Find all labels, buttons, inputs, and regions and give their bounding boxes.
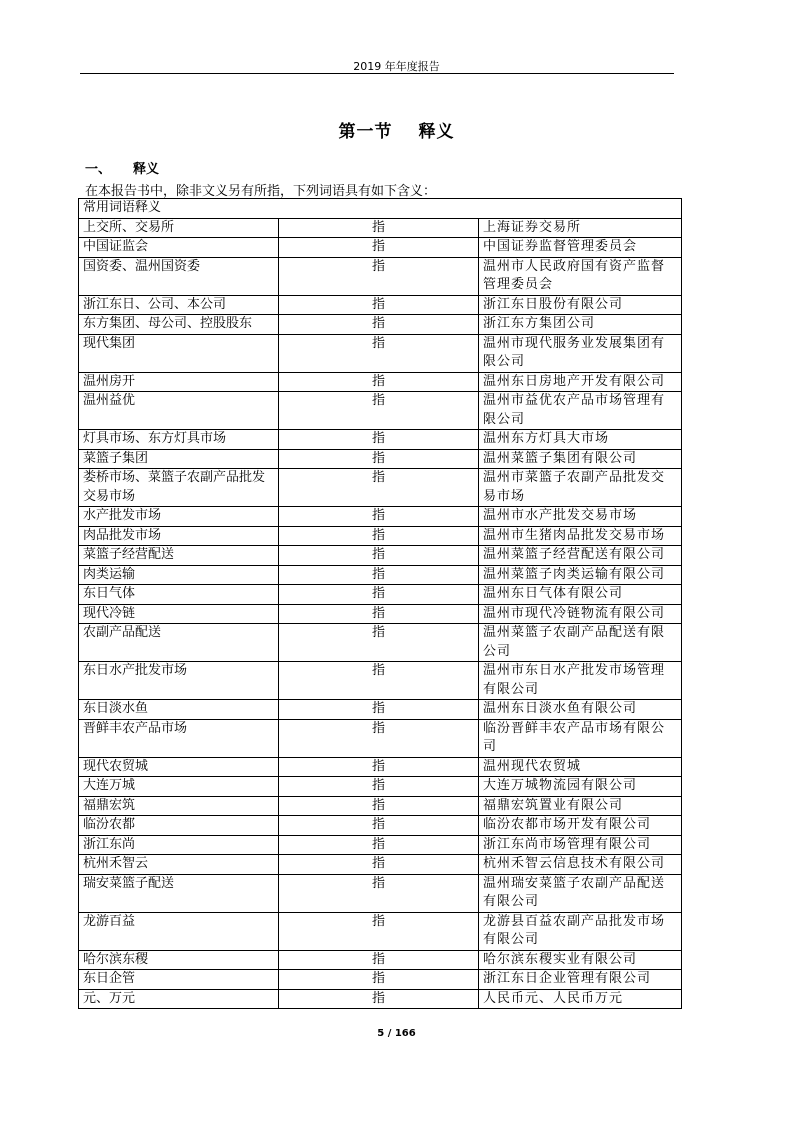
table-row [79,218,682,238]
table-row [79,912,682,950]
meaning-cell: 浙江东日企业管理有限公司 [479,970,682,990]
term-cell: 温州益优 [79,392,279,430]
meaning-cell: 人民币元、人民币万元 [479,989,682,1009]
refers-cell: 指 [279,238,479,258]
term-cell: 菜篮子经营配送 [79,546,279,566]
table-row [79,719,682,757]
meaning-cell: 临汾农都市场开发有限公司 [479,816,682,836]
refers-cell: 指 [279,334,479,372]
term-cell: 现代集团 [79,334,279,372]
refers-cell: 指 [279,430,479,450]
meaning-cell: 温州菜篮子经营配送有限公司 [479,546,682,566]
report-header: 2019 年年度报告 [353,60,440,73]
meaning-cell: 临汾晋鲜丰农产品市场有限公司 [479,719,682,757]
table-row [79,257,682,295]
table-row [79,372,682,392]
table-row [79,835,682,855]
table-row [79,295,682,315]
table-row [79,507,682,527]
subheading-name: 释义 [133,162,160,177]
meaning-cell: 浙江东方集团公司 [479,315,682,335]
refers-cell: 指 [279,835,479,855]
meaning-cell: 温州市水产批发交易市场 [479,507,682,527]
refers-cell: 指 [279,855,479,875]
refers-cell: 指 [279,970,479,990]
refers-cell: 指 [279,777,479,797]
term-cell: 东日企管 [79,970,279,990]
refers-cell: 指 [279,700,479,720]
term-cell: 肉品批发市场 [79,526,279,546]
meaning-cell: 温州菜篮子肉类运输有限公司 [479,565,682,585]
meaning-cell: 福鼎宏筑置业有限公司 [479,796,682,816]
term-cell: 大连万城 [79,777,279,797]
term-cell: 东日淡水鱼 [79,700,279,720]
subheading-number: 一、 [85,162,112,177]
table-caption-row [79,199,682,219]
term-cell: 临汾农都 [79,816,279,836]
term-cell: 现代冷链 [79,604,279,624]
meaning-cell: 杭州禾智云信息技术有限公司 [479,855,682,875]
table-row [79,585,682,605]
table-row [79,526,682,546]
table-row [79,430,682,450]
refers-cell: 指 [279,526,479,546]
intro-text: 在本报告书中，除非文义另有所指，下列词语具有如下含义： [85,184,437,199]
refers-cell: 指 [279,295,479,315]
table-row [79,392,682,430]
meaning-cell: 温州市现代服务业发展集团有限公司 [479,334,682,372]
table-row [79,662,682,700]
meaning-cell: 温州东日淡水鱼有限公司 [479,700,682,720]
meaning-cell: 温州市东日水产批发市场管理有限公司 [479,662,682,700]
refers-cell: 指 [279,315,479,335]
term-cell: 元、万元 [79,989,279,1009]
table-row [79,700,682,720]
refers-cell: 指 [279,912,479,950]
term-cell: 龙游百益 [79,912,279,950]
section-name: 释义 [418,122,455,142]
refers-cell: 指 [279,874,479,912]
term-cell: 现代农贸城 [79,757,279,777]
refers-cell: 指 [279,585,479,605]
meaning-cell: 大连万城物流园有限公司 [479,777,682,797]
table-row [79,334,682,372]
term-cell: 灯具市场、东方灯具市场 [79,430,279,450]
meaning-cell: 温州市现代冷链物流有限公司 [479,604,682,624]
header-rule [80,73,674,74]
term-cell: 国资委、温州国资委 [79,257,279,295]
term-cell: 杭州禾智云 [79,855,279,875]
table-row [79,989,682,1009]
meaning-cell: 哈尔滨东稷实业有限公司 [479,950,682,970]
refers-cell: 指 [279,218,479,238]
refers-cell: 指 [279,392,479,430]
refers-cell: 指 [279,757,479,777]
meaning-cell: 温州菜篮子农副产品配送有限公司 [479,624,682,662]
refers-cell: 指 [279,565,479,585]
table-row [79,546,682,566]
subheading [85,158,159,177]
meaning-cell: 温州市人民政府国有资产监督管理委员会 [479,257,682,295]
meaning-cell: 温州市菜篮子农副产品批发交易市场 [479,469,682,507]
meaning-cell: 温州东日房地产开发有限公司 [479,372,682,392]
table-row [79,816,682,836]
refers-cell: 指 [279,257,479,295]
term-cell: 肉类运输 [79,565,279,585]
table-row [79,624,682,662]
meaning-cell: 温州东日气体有限公司 [479,585,682,605]
refers-cell: 指 [279,950,479,970]
refers-cell: 指 [279,546,479,566]
table-caption: 常用词语释义 [79,199,682,219]
refers-cell: 指 [279,449,479,469]
refers-cell: 指 [279,469,479,507]
term-cell: 水产批发市场 [79,507,279,527]
refers-cell: 指 [279,719,479,757]
meaning-cell: 温州现代农贸城 [479,757,682,777]
refers-cell: 指 [279,816,479,836]
meaning-cell: 浙江东尚市场管理有限公司 [479,835,682,855]
table-row [79,950,682,970]
meaning-cell: 浙江东日股份有限公司 [479,295,682,315]
table-row [79,315,682,335]
refers-cell: 指 [279,989,479,1009]
term-cell: 东日气体 [79,585,279,605]
term-cell: 哈尔滨东稷 [79,950,279,970]
term-cell: 晋鲜丰农产品市场 [79,719,279,757]
term-cell: 中国证监会 [79,238,279,258]
term-cell: 娄桥市场、菜篮子农副产品批发交易市场 [79,469,279,507]
term-cell: 东方集团、母公司、控股股东 [79,315,279,335]
refers-cell: 指 [279,507,479,527]
meaning-cell: 中国证券监督管理委员会 [479,238,682,258]
term-cell: 上交所、交易所 [79,218,279,238]
table-row [79,874,682,912]
meaning-cell: 温州瑞安菜篮子农副产品配送有限公司 [479,874,682,912]
table-row [79,449,682,469]
term-cell: 菜篮子集团 [79,449,279,469]
refers-cell: 指 [279,372,479,392]
definitions-table [78,198,682,1009]
meaning-cell: 上海证券交易所 [479,218,682,238]
table-row [79,238,682,258]
section-title [0,117,793,142]
table-row [79,970,682,990]
meaning-cell: 温州市益优农产品市场管理有限公司 [479,392,682,430]
table-row [79,777,682,797]
refers-cell: 指 [279,796,479,816]
term-cell: 福鼎宏筑 [79,796,279,816]
page-number: 5 / 166 [377,1028,416,1039]
term-cell: 浙江东尚 [79,835,279,855]
term-cell: 浙江东日、公司、本公司 [79,295,279,315]
meaning-cell: 温州菜篮子集团有限公司 [479,449,682,469]
term-cell: 瑞安菜篮子配送 [79,874,279,912]
refers-cell: 指 [279,662,479,700]
meaning-cell: 温州东方灯具大市场 [479,430,682,450]
table-row [79,796,682,816]
table-row [79,469,682,507]
table-row [79,604,682,624]
table-row [79,565,682,585]
term-cell: 温州房开 [79,372,279,392]
refers-cell: 指 [279,604,479,624]
term-cell: 农副产品配送 [79,624,279,662]
section-number: 第一节 [338,122,393,142]
meaning-cell: 温州市生猪肉品批发交易市场 [479,526,682,546]
term-cell: 东日水产批发市场 [79,662,279,700]
meaning-cell: 龙游县百益农副产品批发市场有限公司 [479,912,682,950]
refers-cell: 指 [279,624,479,662]
table-row [79,855,682,875]
table-row [79,757,682,777]
